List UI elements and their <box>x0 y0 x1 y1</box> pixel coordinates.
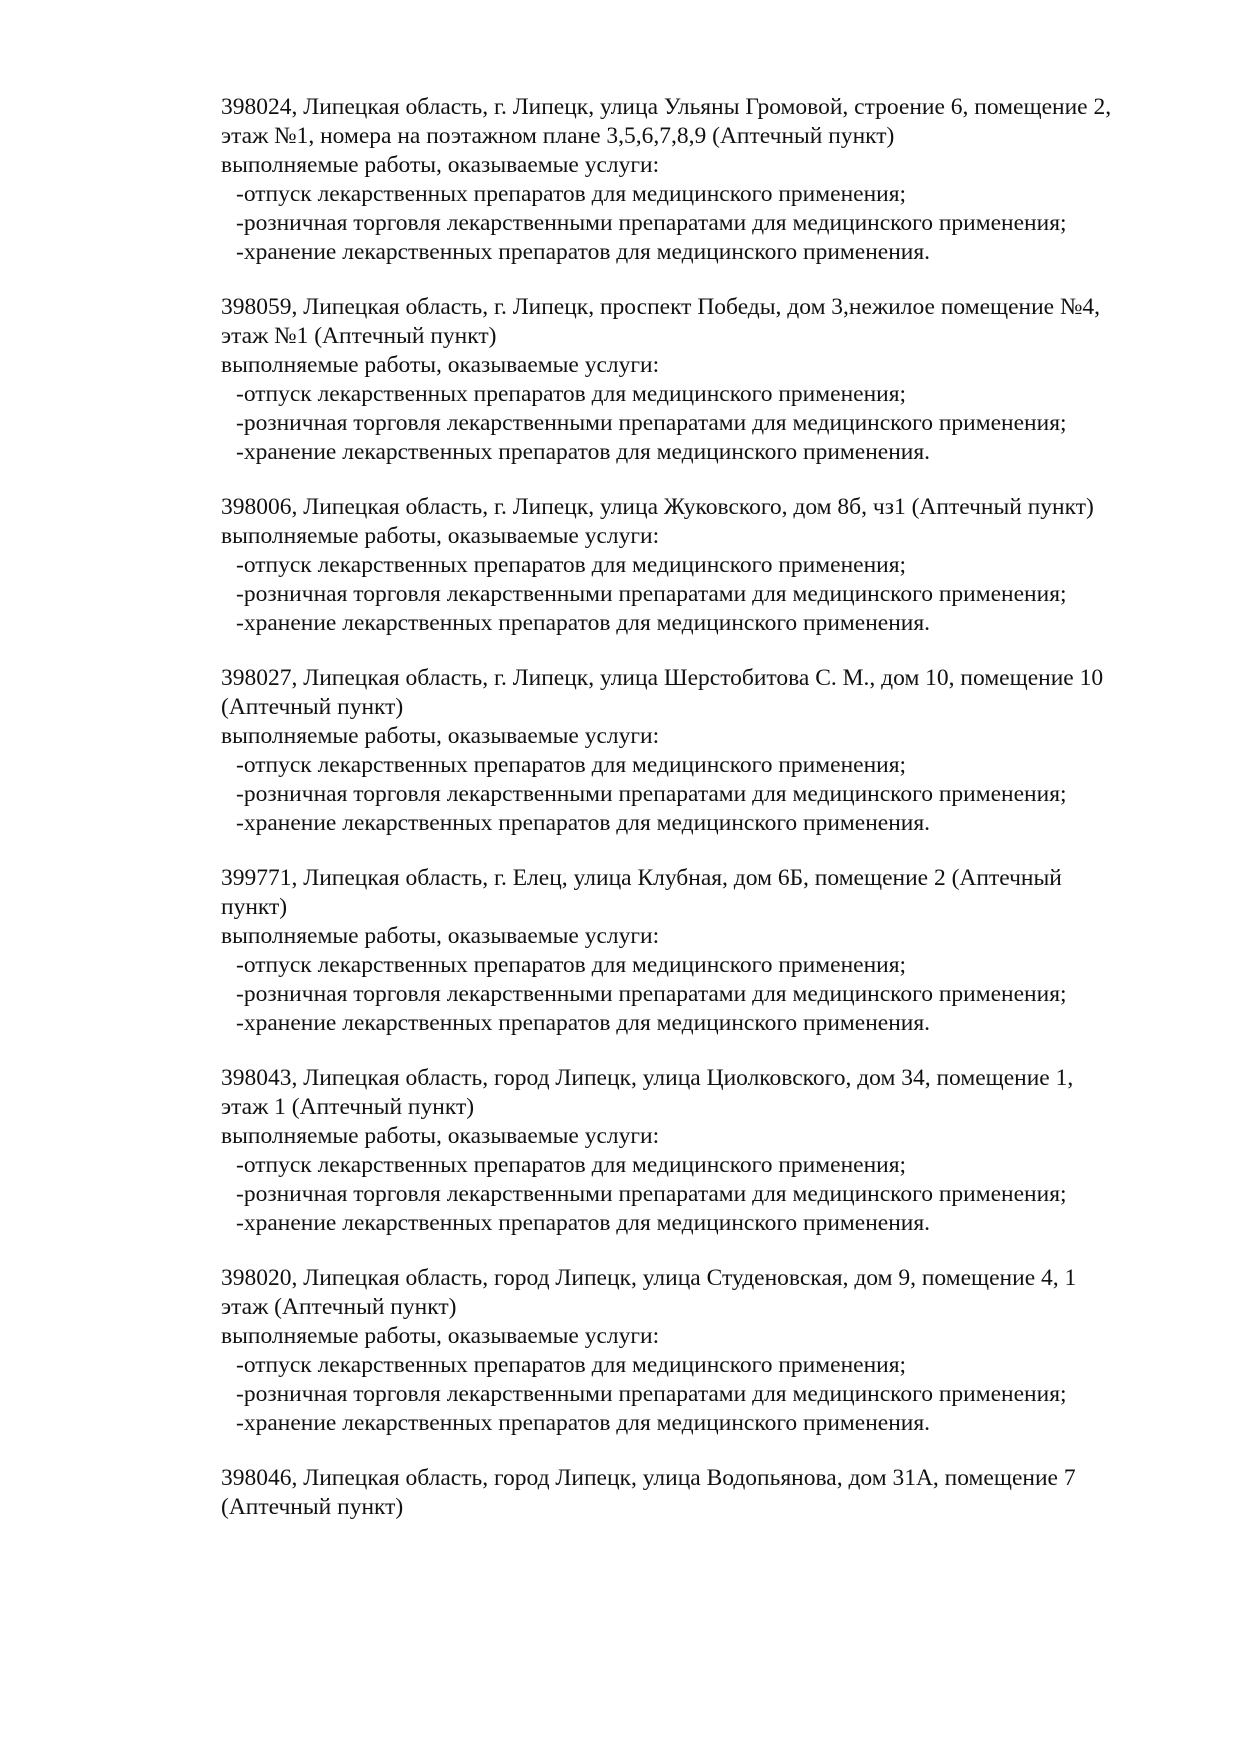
pharmacy-entry <box>221 664 1201 838</box>
address-line: 398027, Липецкая область, г. Липецк, улица Шерстобитова С. М., дом 10, помещение 10 <box>221 665 1104 691</box>
address-line: (Аптечный пункт) <box>221 1494 404 1520</box>
pharmacy-entry <box>221 493 1201 638</box>
service-item: -хранение лекарственных препаратов для медицинского применения. <box>236 810 931 836</box>
service-item: -хранение лекарственных препаратов для медицинского применения. <box>236 610 931 636</box>
address-line: этаж №1 (Аптечный пункт) <box>221 323 497 349</box>
service-item: -отпуск лекарственных препаратов для медицинского применения; <box>236 1152 907 1178</box>
service-item: -розничная торговля лекарственными препаратами для медицинского применения; <box>236 981 1067 1007</box>
address-line: 398024, Липецкая область, г. Липецк, улица Ульяны Громовой, строение 6, помещение 2, <box>221 94 1112 120</box>
service-item: -розничная торговля лекарственными препаратами для медицинского применения; <box>236 210 1067 236</box>
service-item: -хранение лекарственных препаратов для медицинского применения. <box>236 1410 931 1436</box>
service-item: -хранение лекарственных препаратов для медицинского применения. <box>236 1210 931 1236</box>
address-line: этаж №1, номера на поэтажном плане 3,5,6,7,8,9 (Аптечный пункт) <box>221 123 895 149</box>
address-line: 398020, Липецкая область, город Липецк, улица Студеновская, дом 9, помещение 4, 1 <box>221 1265 1077 1291</box>
pharmacy-entry <box>221 1064 1201 1238</box>
address-line: 398006, Липецкая область, г. Липецк, улица Жуковского, дом 8б, чз1 (Аптечный пункт) <box>221 494 1094 520</box>
service-item: -отпуск лекарственных препаратов для медицинского применения; <box>236 752 907 778</box>
address-line: 398059, Липецкая область, г. Липецк, проспект Победы, дом 3,нежилое помещение №4, <box>221 294 1101 320</box>
service-item: -розничная торговля лекарственными препаратами для медицинского применения; <box>236 1181 1067 1207</box>
services-heading: выполняемые работы, оказываемые услуги: <box>221 723 660 749</box>
service-item: -отпуск лекарственных препаратов для медицинского применения; <box>236 552 907 578</box>
services-heading: выполняемые работы, оказываемые услуги: <box>221 352 660 378</box>
service-item: -хранение лекарственных препаратов для медицинского применения. <box>236 239 931 265</box>
services-heading: выполняемые работы, оказываемые услуги: <box>221 923 660 949</box>
pharmacy-entry <box>221 93 1201 267</box>
service-item: -отпуск лекарственных препаратов для медицинского применения; <box>236 952 907 978</box>
pharmacy-entry <box>221 1464 1201 1522</box>
service-item: -хранение лекарственных препаратов для медицинского применения. <box>236 439 931 465</box>
service-item: -розничная торговля лекарственными препаратами для медицинского применения; <box>236 1381 1067 1407</box>
services-heading: выполняемые работы, оказываемые услуги: <box>221 1323 660 1349</box>
services-heading: выполняемые работы, оказываемые услуги: <box>221 523 660 549</box>
service-item: -розничная торговля лекарственными препаратами для медицинского применения; <box>236 781 1067 807</box>
service-item: -хранение лекарственных препаратов для медицинского применения. <box>236 1010 931 1036</box>
address-line: 398043, Липецкая область, город Липецк, улица Циолковского, дом 34, помещение 1, <box>221 1065 1074 1091</box>
service-item: -отпуск лекарственных препаратов для медицинского применения; <box>236 381 907 407</box>
address-line: этаж (Аптечный пункт) <box>221 1294 457 1320</box>
address-line: 399771, Липецкая область, г. Елец, улица Клубная, дом 6Б, помещение 2 (Аптечный <box>221 865 1062 891</box>
services-heading: выполняемые работы, оказываемые услуги: <box>221 1123 660 1149</box>
address-line: 398046, Липецкая область, город Липецк, улица Водопьянова, дом 31А, помещение 7 <box>221 1465 1076 1491</box>
pharmacy-entry <box>221 864 1201 1038</box>
address-line: (Аптечный пункт) <box>221 694 404 720</box>
pharmacy-entry <box>221 1264 1201 1438</box>
address-line: этаж 1 (Аптечный пункт) <box>221 1094 475 1120</box>
license-address-list <box>221 93 1201 1548</box>
service-item: -розничная торговля лекарственными препаратами для медицинского применения; <box>236 581 1067 607</box>
service-item: -отпуск лекарственных препаратов для медицинского применения; <box>236 181 907 207</box>
service-item: -отпуск лекарственных препаратов для медицинского применения; <box>236 1352 907 1378</box>
address-line: пункт) <box>221 894 288 920</box>
pharmacy-entry <box>221 293 1201 467</box>
service-item: -розничная торговля лекарственными препаратами для медицинского применения; <box>236 410 1067 436</box>
services-heading: выполняемые работы, оказываемые услуги: <box>221 152 660 178</box>
